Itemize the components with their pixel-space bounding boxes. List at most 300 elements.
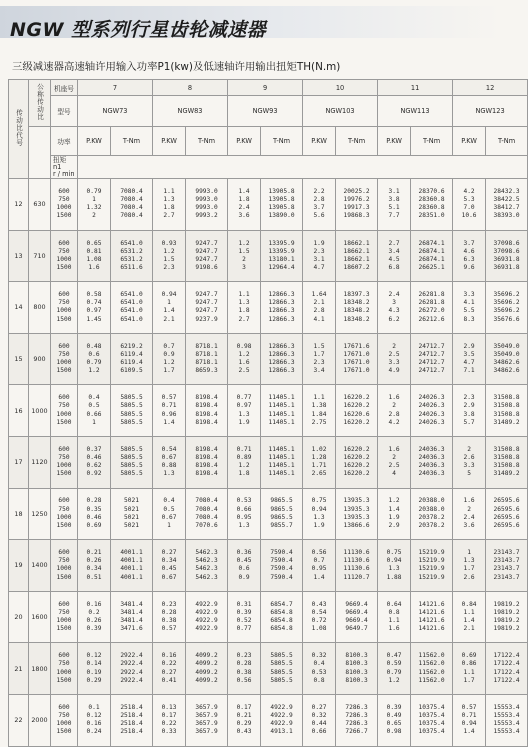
power-value: 1.7 [313,350,325,358]
power-value: 1.9 [238,418,250,426]
power-cell [378,179,411,231]
power-value: 2.6 [463,573,475,581]
power-value: 0.7 [313,557,325,565]
power-cell [378,488,411,540]
torque-value: 6541.0 [120,291,143,299]
power-cell [78,591,111,643]
power-value: 0.22 [161,720,177,728]
torque-value: 26281.8 [418,299,445,307]
speed-value: 750 [58,350,70,358]
torque-value: 7266.7 [345,728,368,736]
torque-value: 4099.2 [195,676,218,684]
table-row [9,230,528,282]
torque-value: 24036.3 [418,470,445,478]
torque-value: 5805.5 [120,394,143,402]
power-value: 9.6 [463,264,475,272]
torque-cell [111,488,153,540]
torque-value: 31508.8 [493,402,520,410]
power-value: 1.8 [238,196,250,204]
power-cell [153,436,186,488]
power-value: 0.24 [86,728,102,736]
torque-value: 13395.9 [268,239,295,247]
torque-value: 12866.3 [268,291,295,299]
torque-cell [336,179,378,231]
power-cell [78,540,111,592]
power-value: 1.6 [388,394,400,402]
power-cell [378,540,411,592]
torque-value: 7080.4 [120,204,143,212]
torque-value: 16220.2 [343,462,370,470]
frame-10: 10 [303,80,378,96]
power-value: 0.31 [236,600,252,608]
power-value: 2.8 [313,307,325,315]
torque-cell [411,540,453,592]
power-value: 0.56 [311,549,327,557]
power-cell [378,230,411,282]
torque-value: 15219.9 [418,565,445,573]
torque-cell [486,694,528,746]
speed-value: 1500 [56,315,72,323]
torque-value: 5805.5 [270,668,293,676]
power-value: 0.74 [86,299,102,307]
speed-value: 750 [58,247,70,255]
power-value: 0.77 [236,625,252,633]
torque-value: 12866.3 [268,307,295,315]
speed-header-spacer [29,127,51,179]
speed-value: 1500 [56,367,72,375]
torque-value: 7080.4 [195,505,218,513]
power-cell [153,488,186,540]
power-cell [378,385,411,437]
torque-value: 6109.5 [120,367,143,375]
torque-value: 7590.4 [270,565,293,573]
power-cell [453,591,486,643]
torque-value: 9247.7 [195,247,218,255]
power-value: 0.94 [311,505,327,513]
speed-value: 1500 [56,573,72,581]
torque-value: 2518.4 [120,703,143,711]
torque-value: 23143.7 [493,557,520,565]
speed-value: 600 [58,187,70,195]
torque-value: 6119.4 [120,359,143,367]
torque-value: 12866.3 [268,367,295,375]
torque-value: 11120.7 [343,573,370,581]
torque-value: 24712.7 [418,359,445,367]
spec-table-container [8,79,520,747]
power-value: 0.12 [86,712,102,720]
nominal-ratio-cell: 1250 [29,488,51,540]
power-value: 1.45 [86,315,102,323]
power-value: 4.9 [388,367,400,375]
power-value: 0.97 [236,402,252,410]
power-value: 0.53 [311,668,327,676]
torque-value: 5805.5 [120,454,143,462]
power-value: 3.6 [463,522,475,530]
torque-cell [111,385,153,437]
torque-value: 2922.4 [120,676,143,684]
power-value: 0.67 [161,573,177,581]
torque-value: 5805.5 [120,418,143,426]
unit-pk-11: P.KW [378,127,411,156]
torque-value: 19868.3 [343,212,370,220]
table-row [9,694,528,746]
torque-value: 31508.8 [493,410,520,418]
power-value: 0.17 [236,703,252,711]
torque-cell [186,436,228,488]
nominal-ratio-header: 公称传动比 [29,80,51,127]
torque-value: 17122.4 [493,660,520,668]
speed-value: 750 [58,196,70,204]
power-value: 1.88 [386,573,402,581]
torque-value: 31508.8 [493,445,520,453]
torque-value: 10375.4 [418,728,445,736]
speed-value: 600 [58,342,70,350]
power-value: 10.6 [461,212,477,220]
torque-value: 12964.4 [268,264,295,272]
torque-cell [186,591,228,643]
speed-value: 1500 [56,728,72,736]
speed-cell [51,540,78,592]
torque-value: 20025.2 [343,187,370,195]
power-value: 1.6 [463,497,475,505]
power-value: 2 [467,445,471,453]
speed-value: 600 [58,703,70,711]
nominal-ratio-cell: 900 [29,333,51,385]
power-value: 1.9 [313,239,325,247]
power-cell [78,179,111,231]
power-value: 1.6 [388,625,400,633]
power-value: 0.79 [86,359,102,367]
torque-cell [186,540,228,592]
power-value: 0.28 [236,660,252,668]
torque-value: 11130.6 [343,557,370,565]
torque-value: 19917.3 [343,204,370,212]
power-value: 0.12 [86,652,102,660]
power-value: 3.3 [463,462,475,470]
power-value: 5.1 [388,204,400,212]
power-value: 0.69 [461,652,477,660]
torque-cell [186,282,228,334]
power-value: 0.46 [86,454,102,462]
torque-value: 9669.4 [345,617,368,625]
torque-value: 15553.4 [493,720,520,728]
torque-value: 18662.1 [343,247,370,255]
torque-cell [411,333,453,385]
power-value: 2.9 [463,402,475,410]
model-ngw103: NGW103 [303,96,378,127]
torque-value: 7590.4 [270,573,293,581]
power-cell [228,282,261,334]
nominal-ratio-cell: 800 [29,282,51,334]
torque-value: 9993.0 [195,196,218,204]
torque-value: 5805.5 [270,660,293,668]
power-value: 0.39 [386,703,402,711]
speed-value: 1500 [56,676,72,684]
power-value: 4.1 [463,299,475,307]
torque-cell [486,488,528,540]
torque-value: 5805.5 [120,445,143,453]
torque-value: 24036.3 [418,454,445,462]
torque-value: 7080.4 [195,497,218,505]
torque-value: 34862.6 [493,367,520,375]
torque-value: 24712.7 [418,342,445,350]
torque-value: 5021 [124,513,139,521]
unit-tn-11: T-Nm [411,127,453,156]
ratio-code-cell: 12 [9,179,29,231]
torque-value: 3481.4 [120,608,143,616]
power-value: 0.81 [86,247,102,255]
power-cell [153,230,186,282]
torque-value: 16220.2 [343,470,370,478]
power-value: 0.62 [86,462,102,470]
power-value: 2.9 [463,342,475,350]
power-cell [453,488,486,540]
torque-value: 7590.4 [270,549,293,557]
torque-value: 11405.1 [268,418,295,426]
torque-value: 4922.9 [195,600,218,608]
torque-value: 8718.1 [195,359,218,367]
torque-speed-label: 扭矩 n1 r / min [51,156,78,179]
torque-value: 7070.6 [195,522,218,530]
torque-cell [336,333,378,385]
frame-label: 机座号 [51,80,78,96]
torque-value: 14121.6 [418,617,445,625]
ratio-code-cell: 19 [9,540,29,592]
torque-value: 13395.9 [268,247,295,255]
torque-value: 6219.2 [120,342,143,350]
speed-value: 750 [58,608,70,616]
torque-value: 12866.3 [268,299,295,307]
speed-value: 750 [58,299,70,307]
torque-cell [111,333,153,385]
torque-value: 12866.3 [268,315,295,323]
nominal-ratio-cell: 1000 [29,385,51,437]
power-value: 0.27 [161,668,177,676]
torque-cell [486,540,528,592]
power-value: 1.08 [311,625,327,633]
torque-value: 9993.0 [195,187,218,195]
speed-value: 600 [58,600,70,608]
torque-value: 4922.9 [195,617,218,625]
torque-value: 9865.5 [270,497,293,505]
power-value: 0.48 [86,342,102,350]
table-row [9,282,528,334]
frame-7: 7 [78,80,153,96]
power-value: 0.5 [163,505,175,513]
power-value: 2.5 [388,350,400,358]
nominal-ratio-cell: 1800 [29,643,51,695]
torque-value: 17671.0 [343,350,370,358]
power-value: 0.67 [161,513,177,521]
speed-cell [51,333,78,385]
power-cell [303,488,336,540]
power-value: 2.3 [313,359,325,367]
power-value: 0.13 [161,703,177,711]
power-value: 2.5 [388,462,400,470]
torque-value: 6854.8 [270,617,293,625]
torque-cell [261,436,303,488]
power-value: 1.2 [163,247,175,255]
power-cell [303,282,336,334]
header-row-model [9,96,528,127]
torque-value: 9247.7 [195,255,218,263]
torque-value: 3481.4 [120,600,143,608]
torque-value: 8100.3 [345,676,368,684]
speed-cell [51,694,78,746]
power-cell [228,488,261,540]
model-ngw83: NGW83 [153,96,228,127]
torque-cell [261,540,303,592]
torque-value: 19819.2 [493,625,520,633]
power-value: 1.71 [311,462,327,470]
power-value: 0.93 [161,239,177,247]
torque-value: 19976.2 [343,196,370,204]
torque-cell [411,694,453,746]
unit-pk-12: P.KW [453,127,486,156]
power-value: 0.53 [236,497,252,505]
nominal-ratio-cell: 2000 [29,694,51,746]
torque-value: 5462.3 [195,557,218,565]
torque-value: 28432.3 [493,187,520,195]
power-value: 0.94 [386,557,402,565]
torque-cell [486,333,528,385]
power-value: 0.95 [311,565,327,573]
torque-value: 5805.5 [120,410,143,418]
torque-value: 20378.2 [418,522,445,530]
power-value: 0.52 [236,617,252,625]
power-value: 0.27 [161,549,177,557]
power-value: 1.2 [163,359,175,367]
power-value: 1.4 [238,187,250,195]
torque-value: 19819.2 [493,617,520,625]
power-value: 1.3 [238,410,250,418]
power-value: 0.54 [311,608,327,616]
torque-value: 18348.2 [343,307,370,315]
power-cell [303,643,336,695]
power-value: 0.28 [86,497,102,505]
torque-value: 8659.3 [195,367,218,375]
torque-cell [111,591,153,643]
torque-value: 26272.0 [418,307,445,315]
torque-value: 15553.4 [493,728,520,736]
torque-value: 10375.4 [418,712,445,720]
power-value: 0.65 [386,720,402,728]
table-row [9,488,528,540]
power-value: 2.8 [313,196,325,204]
torque-value: 13905.8 [268,187,295,195]
torque-value: 23143.7 [493,565,520,573]
torque-value: 7080.4 [120,196,143,204]
power-value: 2 [467,505,471,513]
torque-value: 4099.2 [195,652,218,660]
nominal-ratio-cell: 1400 [29,540,51,592]
torque-value: 8198.4 [195,462,218,470]
table-row [9,333,528,385]
frame-12: 12 [453,80,528,96]
torque-value: 6541.0 [120,299,143,307]
power-value: 6.3 [463,255,475,263]
power-value: 0.65 [86,239,102,247]
power-cell [78,385,111,437]
power-value: 1.3 [238,299,250,307]
speed-value: 600 [58,497,70,505]
power-value: 2.3 [313,247,325,255]
power-value: 1.4 [463,728,475,736]
power-value: 4.1 [313,315,325,323]
torque-cell [486,385,528,437]
torque-value: 7590.4 [270,557,293,565]
speed-value: 1000 [56,617,72,625]
torque-value: 4001.1 [120,557,143,565]
speed-value: 600 [58,394,70,402]
power-cell [378,694,411,746]
torque-value: 11405.1 [268,454,295,462]
power-value: 0.27 [311,703,327,711]
power-value: 5.5 [463,307,475,315]
power-value: 2.7 [238,315,250,323]
torque-value: 7080.4 [195,513,218,521]
ratio-code-cell: 21 [9,643,29,695]
power-value: 1.1 [163,187,175,195]
torque-value: 2922.4 [120,668,143,676]
torque-value: 11130.6 [343,565,370,573]
table-row [9,591,528,643]
torque-value: 26595.6 [493,522,520,530]
header-row-units [9,127,528,156]
nominal-ratio-cell: 1120 [29,436,51,488]
torque-value: 11562.0 [418,652,445,660]
power-value: 1.2 [238,350,250,358]
power-value: 0.6 [88,350,100,358]
power-value: 0.57 [461,703,477,711]
torque-value: 4922.9 [270,703,293,711]
torque-value: 37098.6 [493,239,520,247]
power-cell [453,385,486,437]
torque-value: 9237.9 [195,315,218,323]
power-value: 3.1 [313,255,325,263]
torque-cell [411,436,453,488]
torque-value: 10375.4 [418,720,445,728]
torque-value: 13180.1 [268,255,295,263]
torque-value: 16220.2 [343,445,370,453]
torque-value: 24026.3 [418,402,445,410]
torque-value: 5805.5 [120,402,143,410]
torque-value: 6854.8 [270,608,293,616]
torque-value: 3657.9 [195,712,218,720]
power-value: 7.7 [388,212,400,220]
power-value: 2.4 [463,513,475,521]
torque-value: 26595.6 [493,505,520,513]
torque-value: 6541.0 [120,307,143,315]
power-value: 1.2 [88,367,100,375]
speed-value: 750 [58,505,70,513]
speed-value: 750 [58,660,70,668]
torque-value: 8198.4 [195,402,218,410]
speed-cell [51,436,78,488]
torque-cell [186,694,228,746]
power-value: 1.5 [238,247,250,255]
power-cell [378,333,411,385]
power-value: 0.95 [236,513,252,521]
torque-value: 4913.1 [270,728,293,736]
power-value: 1.7 [463,676,475,684]
speed-value: 1000 [56,410,72,418]
power-value: 0.8 [313,676,325,684]
power-cell [453,643,486,695]
torque-cell [486,230,528,282]
speed-value: 600 [58,239,70,247]
torque-value: 9247.7 [195,291,218,299]
